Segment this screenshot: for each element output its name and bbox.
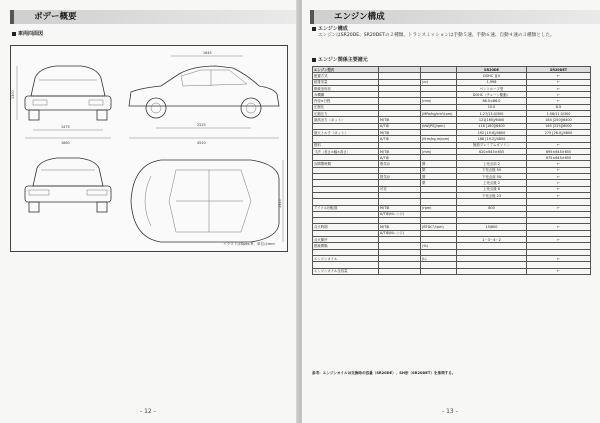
spec-cell: (mm) bbox=[421, 98, 457, 104]
dim-top-width: 1325 bbox=[278, 199, 282, 208]
engine-oil-note: 参考：エンジンオイルは交換時の容量（SR20DE）、SH形（SR20DET）を推奨する。 bbox=[312, 371, 456, 375]
spec-cell: 吸気弁 bbox=[379, 161, 421, 167]
spec-cell: 165 [225]/6000 bbox=[527, 123, 591, 129]
engine-intro-text: エンジンはSR20DE、SR20DETの２種類、トランスミッションは手動５速、手動６速、自動４速の３種類とした。 bbox=[318, 33, 555, 38]
spec-cell: 675×645×655 bbox=[527, 155, 591, 161]
spec-cell: DOHC 直4 bbox=[457, 73, 527, 79]
spec-cell: (rpm) bbox=[421, 205, 457, 211]
spec-cell: ← bbox=[527, 255, 591, 261]
spec-cell: (MPa/kg/cm²/rpm) bbox=[421, 111, 457, 117]
spec-cell: 695×645×655 bbox=[527, 148, 591, 154]
spec-cell bbox=[457, 268, 527, 274]
spec-cell: (BTDC°/rpm) bbox=[421, 224, 457, 230]
spec-cell: 121[165]/6400 bbox=[457, 117, 527, 123]
sub-heading-four-view: 車両四面図 bbox=[12, 30, 43, 37]
spec-cell: ← bbox=[527, 237, 591, 243]
spec-cell: 燃焼間隔 bbox=[313, 243, 379, 249]
right-page bbox=[302, 0, 600, 423]
spec-cell: A/T車 bbox=[379, 136, 421, 142]
spec-cell: ← bbox=[527, 205, 591, 211]
page-number-right: - 13 - bbox=[442, 408, 458, 415]
sub-heading-engine-specs: エンジン関係主要諸元 bbox=[312, 56, 368, 63]
spec-cell: ← bbox=[527, 180, 591, 186]
spec-cell: ← bbox=[527, 224, 591, 230]
spec-cell: 1－3－4－2 bbox=[457, 237, 527, 243]
spec-cell: M/T車 bbox=[379, 205, 421, 211]
sub-heading-engine-config: エンジン構成 bbox=[312, 25, 348, 32]
spec-cell: 点火順序 bbox=[313, 237, 379, 243]
spec-cell: A/T車 bbox=[379, 155, 421, 161]
spec-cell: ← bbox=[527, 161, 591, 167]
spec-cell: (N·m/kg-m/rpm) bbox=[421, 136, 457, 142]
spec-cell: 配置方式 bbox=[313, 73, 379, 79]
dim-front-track: 1475 bbox=[61, 125, 70, 129]
spec-cell bbox=[421, 268, 457, 274]
dim-side-roof: 1645 bbox=[203, 51, 212, 55]
spec-cell: (kW[PS]/rpm) bbox=[421, 123, 457, 129]
spec-cell: ← bbox=[527, 98, 591, 104]
spec-cell: (mm) bbox=[421, 148, 457, 154]
spec-cell: 点火時期 bbox=[313, 224, 379, 230]
vehicle-drawing-frame bbox=[10, 45, 288, 252]
spec-cell: 188 [19.2]/4800 bbox=[457, 136, 527, 142]
spec-cell: A/T車 bbox=[379, 123, 421, 129]
spec-cell: 1,998 bbox=[457, 79, 527, 85]
dim-overall-length: 4520 bbox=[197, 141, 206, 145]
spec-cell: 800 bbox=[457, 205, 527, 211]
spec-cell: 1.08/11.0/300 bbox=[527, 111, 591, 117]
spec-cell: 開 bbox=[421, 174, 457, 180]
spec-cell: DOHC（チェーン駆動） bbox=[457, 92, 527, 98]
spec-cell: M/T車 bbox=[379, 224, 421, 230]
spec-cell: 10.0 bbox=[457, 104, 527, 110]
spec-cell: 最大トルク（ネット） bbox=[313, 129, 379, 135]
spec-cell: 内径×行程 bbox=[313, 98, 379, 104]
spec-row bbox=[313, 268, 591, 274]
spec-cell: ← bbox=[527, 73, 591, 79]
top-view bbox=[131, 160, 283, 242]
spec-cell: エンジンオイル bbox=[313, 255, 379, 261]
spec-cell bbox=[379, 268, 421, 274]
spec-cell: 総排気量 bbox=[313, 79, 379, 85]
spec-cell: A/T車(Nレンジ) bbox=[379, 211, 421, 217]
engine-spec-table bbox=[312, 66, 591, 275]
section-header-engine: エンジン構成 bbox=[310, 10, 600, 24]
spec-cell: 閉 bbox=[421, 167, 457, 173]
spec-cell: SR20DET bbox=[527, 67, 591, 73]
spec-cell: (L) bbox=[421, 255, 457, 261]
spec-cell: 最高出力（ネット） bbox=[313, 117, 379, 123]
spec-cell: (cc) bbox=[421, 79, 457, 85]
spec-cell: 弁開閉時期 bbox=[313, 161, 379, 167]
spec-cell: 8.5 bbox=[527, 104, 591, 110]
spec-cell: 弁機構 bbox=[313, 92, 379, 98]
spec-cell: アイドル回転数 bbox=[313, 205, 379, 211]
engine-spec-table-body bbox=[313, 67, 591, 275]
spec-cell: ← bbox=[527, 85, 591, 91]
spec-cell: 排気弁 bbox=[379, 174, 421, 180]
spec-cell: M/T車 bbox=[379, 117, 421, 123]
spec-cell: 燃焼室形状 bbox=[313, 85, 379, 91]
vehicle-four-view-drawing bbox=[11, 46, 287, 251]
spec-cell: 184 [250]/6400 bbox=[527, 117, 591, 123]
dim-front-height: 1300 bbox=[11, 90, 15, 99]
spec-cell: 寸法（長さ×幅×高さ） bbox=[313, 148, 379, 154]
spec-cell: ペントルーフ型 bbox=[457, 85, 527, 91]
spec-cell: 燃料 bbox=[313, 142, 379, 148]
spec-cell: ← bbox=[527, 142, 591, 148]
dim-wheelbase: 2525 bbox=[197, 123, 206, 127]
spec-cell: 閉 bbox=[421, 180, 457, 186]
section-header-body: ボデー概要 bbox=[10, 10, 298, 24]
spec-cell: 開 bbox=[421, 161, 457, 167]
spec-cell: M/T車 bbox=[379, 129, 421, 135]
spec-cell: 下死点後 23 bbox=[457, 192, 527, 198]
spec-cell: ← bbox=[527, 192, 591, 198]
left-page bbox=[0, 0, 298, 423]
spec-cell: 圧縮圧力 bbox=[313, 111, 379, 117]
spec-cell: 192 [19.6]/4800 bbox=[457, 129, 527, 135]
dim-front-width: 1680 bbox=[61, 141, 70, 145]
spec-cell: 275 [28.0]/4800 bbox=[527, 129, 591, 135]
page-number-left: - 12 - bbox=[140, 408, 156, 415]
rear-view bbox=[25, 158, 111, 212]
spec-cell: 上死点後 8 bbox=[457, 186, 527, 192]
spec-cell: 1.27/13.0/300 bbox=[457, 111, 527, 117]
spec-cell: 86.0×86.0 bbox=[457, 98, 527, 104]
spec-cell: (%) bbox=[421, 243, 457, 249]
spec-cell: エンジンオイル全容量 bbox=[313, 268, 379, 274]
spec-cell: 下死点前 50 bbox=[457, 174, 527, 180]
spec-cell: 下死点後 50 bbox=[457, 167, 527, 173]
spec-cell: ← bbox=[527, 186, 591, 192]
spec-cell: 上死点前 2 bbox=[457, 161, 527, 167]
spec-cell: 118 [160]/6400 bbox=[457, 123, 527, 129]
spec-cell: エンジン型式 bbox=[313, 67, 379, 73]
spec-cell: 無鉛プレミアムガソリン bbox=[457, 142, 527, 148]
spec-cell: 上死点後 2 bbox=[457, 180, 527, 186]
spec-cell: ← bbox=[527, 79, 591, 85]
spec-cell: ← bbox=[527, 167, 591, 173]
spec-cell: SR20DE bbox=[457, 67, 527, 73]
spec-cell: M/T車 bbox=[379, 148, 421, 154]
spec-cell: ← bbox=[527, 92, 591, 98]
spec-cell: 圧縮比 bbox=[313, 104, 379, 110]
spec-cell: A/T車(Nレンジ) bbox=[379, 230, 421, 236]
spec-cell: 620×645×655 bbox=[457, 148, 527, 154]
spec-cell: 可変 bbox=[379, 186, 421, 192]
spec-cell: ← bbox=[527, 268, 591, 274]
drawing-caption: イラストはSpec-R、単位はmm bbox=[223, 242, 275, 246]
spec-cell: 15/800 bbox=[457, 224, 527, 230]
spec-cell: ← bbox=[527, 174, 591, 180]
